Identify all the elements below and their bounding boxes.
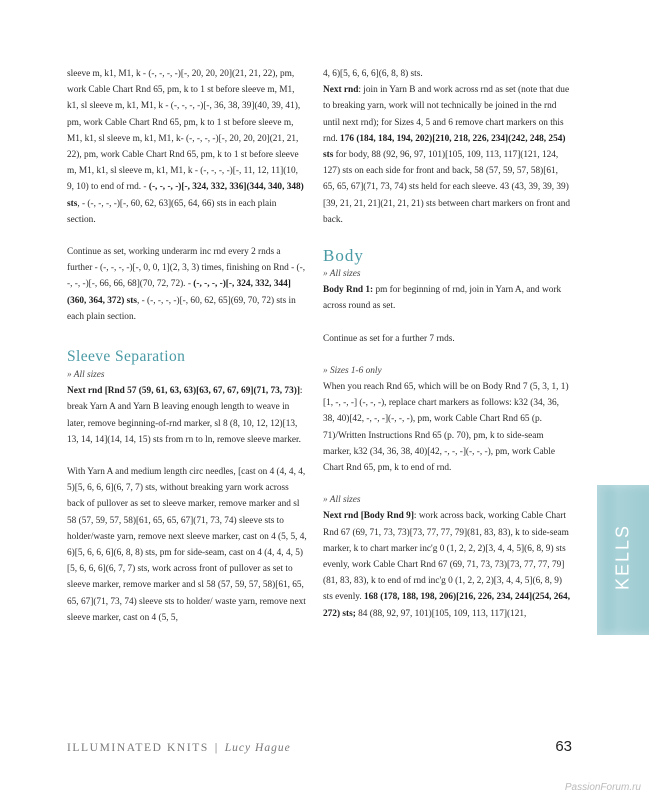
footer-book-info <box>67 742 291 754</box>
author-name: Lucy Hague <box>224 742 291 754</box>
next-rnd-label: Next rnd [Body Rnd 9] <box>323 511 414 522</box>
stitch-count: 168 (178, 188, 198, 206)[216, 226, 234, 244](254, 264, 272) sts; <box>323 592 571 619</box>
right-paragraph-1: 4, 6)[5, 6, 6, 6](6, 8, 8) sts. <box>323 69 423 79</box>
size-note: » All sizes <box>323 269 361 280</box>
book-title: ILLUMINATED KNITS <box>67 742 209 754</box>
right-column <box>323 66 571 622</box>
size-note: » All sizes <box>323 495 361 506</box>
size-note: » Sizes 1-6 only <box>323 365 382 376</box>
stitch-count: 176 (184, 184, 194, 202)[210, 218, 226, 234](242, 248, 254) sts <box>323 133 566 161</box>
right-paragraph-4: Continue as set for a further 7 rnds. <box>323 333 455 344</box>
left-paragraph-3: Next rnd [Rnd 57 (59, 61, 63, 63)[63, 67, 67, 69](71, 73, 73)]: break Yarn A and Yarn B leaving enough length to weave in later, remove beginning-of-rnd marker, sl 8 (8, 10, 12, 12)[13, 13, 14, 14](14, 14, 15) sts from rn to ln, remove sleeve marker. <box>67 386 303 445</box>
next-rnd-label: Next rnd <box>323 85 359 96</box>
page-number: 63 <box>555 738 572 755</box>
right-paragraph-2: Next rnd: join in Yarn B and work across rnd as set (note that due to breaking yarn, work will not technically be joined in the rnd until next rnd); for Sizes 4, 5 and 6 remove chart markers on this rnd. 176 (184, 184, 194, 202)[210, 218, 226, 234](242, 248, 254) sts for body, 88 (92, 96, 97, 101)[105, 109, 113, 117](121, 124, 127) sts on each side for front and back, 58 (57, 59, 57, 58)[61, 65, 65, 67](71, 73, 74) sts held for each sleeve. 43 (43, 39, 39, 39)[39, 21, 21, 21](21, 21, 21) sts between chart markers on front and back. <box>323 85 571 225</box>
left-paragraph-2: Continue as set, working underarm inc rnd every 2 rnds a further - (-, -, -, -)[-, 0, 0, 1](2, 3, 3) times, finishing on Rnd - (-, -, -, -)[-, 66, 66, 68](70, 72, 72). - (-, -, -, -)[-, 324, 332, 344](360, 364, 372) sts, - (-, -, -, -)[-, 60, 62, 65](69, 70, 72) sts in each plain section. <box>67 247 306 322</box>
right-paragraph-5: When you reach Rnd 65, which will be on Body Rnd 7 (5, 3, 1, 1) [1, -, -, -] (-, -, -), replace chart markers as follows: k32 (34, 36, 38, 40)[42, -, -, -](-, -, -), pm, work Cable Chart Rnd 65 (p. 71)/Written Instructions Rnd 65 (p. 70), pm, k to side-seam marker, k32 (34, 36, 38, 40)[42, -, -, -](-, -, -), pm, work Cable Chart Rnd 65, pm, k to end of rnd. <box>323 382 569 474</box>
chapter-tab-label: KELLS <box>612 523 633 591</box>
stitch-count: (-, -, -, -)[-, 324, 332, 344](360, 364, 372) sts <box>67 279 291 306</box>
page-footer <box>67 738 572 755</box>
section-heading-body: Body <box>323 246 364 266</box>
left-paragraph-1: sleeve m, k1, M1, k - (-, -, -, -)[-, 20, 20, 20](21, 21, 22), pm, work Cable Chart Rnd 65, pm, k to 1 st before sleeve m, M1, k1, sl sleeve m, k1, M1, k - (-, -, -, -)[-, 36, 38, 39](40, 39, 41), pm, work Cable Chart Rnd 65, pm, k to 1 st before sleeve m, M1, k1, sl sleeve m, k1, M1, k- (-, -, -, -)[-, 20, 20, 20](21, 21, 22), pm, work Cable Chart Rnd 65, pm, k to 1 st before sleeve m, M1, k1, sl sleeve m, k1, M1, k - (-, -, -, -)[-, 11, 12, 11](10, 9, 10) to end of rnd. - (-, -, -, -)[-, 324, 332, 336](344, 340, 348) sts, - (-, -, -, -)[-, 60, 62, 63](65, 64, 66) sts in each plain section. <box>67 69 304 225</box>
chapter-tab <box>597 485 649 635</box>
watermark: PassionForum.ru <box>564 782 641 793</box>
size-note: » All sizes <box>67 370 105 381</box>
footer-separator: | <box>214 742 219 754</box>
left-column <box>67 66 307 626</box>
stitch-count: (-, -, -, -)[-, 324, 332, 336](344, 340, 348) sts <box>67 182 304 209</box>
left-paragraph-4: With Yarn A and medium length circ needles, [cast on 4 (4, 4, 4, 5)[5, 6, 6, 6](6, 7, 7) sts, without breaking yarn work across back of pullover as set to sleeve marker, remove marker and sl 58 (57, 59, 57, 58)[61, 65, 65, 67](71, 73, 74) sleeve sts to holder/waste yarn, remove next sleeve marker, cast on 4 (5, 5, 4, 6)[5, 6, 6, 6](6, 8, 8) sts, pm for side-seam, cast on 4 (4, 4, 4, 5)[5, 6, 6, 6](6, 7, 7) sts, work across front of pullover as set to sleeve marker, remove marker and sl 58 (57, 59, 57, 58)[61, 65, 65, 67](71, 73, 74) sleeve sts to holder/ waste yarn, remove next sleeve marker, cast on 4 (5, 5, <box>67 467 307 623</box>
body-rnd-label: Body Rnd 1: <box>323 285 374 296</box>
right-paragraph-6: Next rnd [Body Rnd 9]: work across back, working Cable Chart Rnd 67 (69, 71, 73, 73)[73, 77, 77, 79](81, 83, 83), k to side-seam marker, k to chart marker inc'g 0 (1, 2, 2, 2)[3, 4, 4, 5](6, 8, 9) sts evenly, work Cable Chart Rnd 67 (69, 71, 73, 73)[73, 77, 77, 79](81, 83, 83), k to end of rnd inc'g 0 (1, 2, 2, 2)[3, 4, 4, 5](6, 8, 9) sts evenly. 168 (178, 188, 198, 206)[216, 226, 234, 244](254, 264, 272) sts; 84 (88, 92, 97, 101)[105, 109, 113, 117](121, <box>323 511 571 619</box>
section-heading-sleeve-separation: Sleeve Separation <box>67 348 186 366</box>
next-rnd-label: Next rnd [Rnd 57 (59, 61, 63, 63)[63, 67, 67, 69](71, 73, 73)] <box>67 386 300 397</box>
right-paragraph-3: Body Rnd 1: pm for beginning of rnd, join in Yarn A, and work across round as set. <box>323 285 562 312</box>
